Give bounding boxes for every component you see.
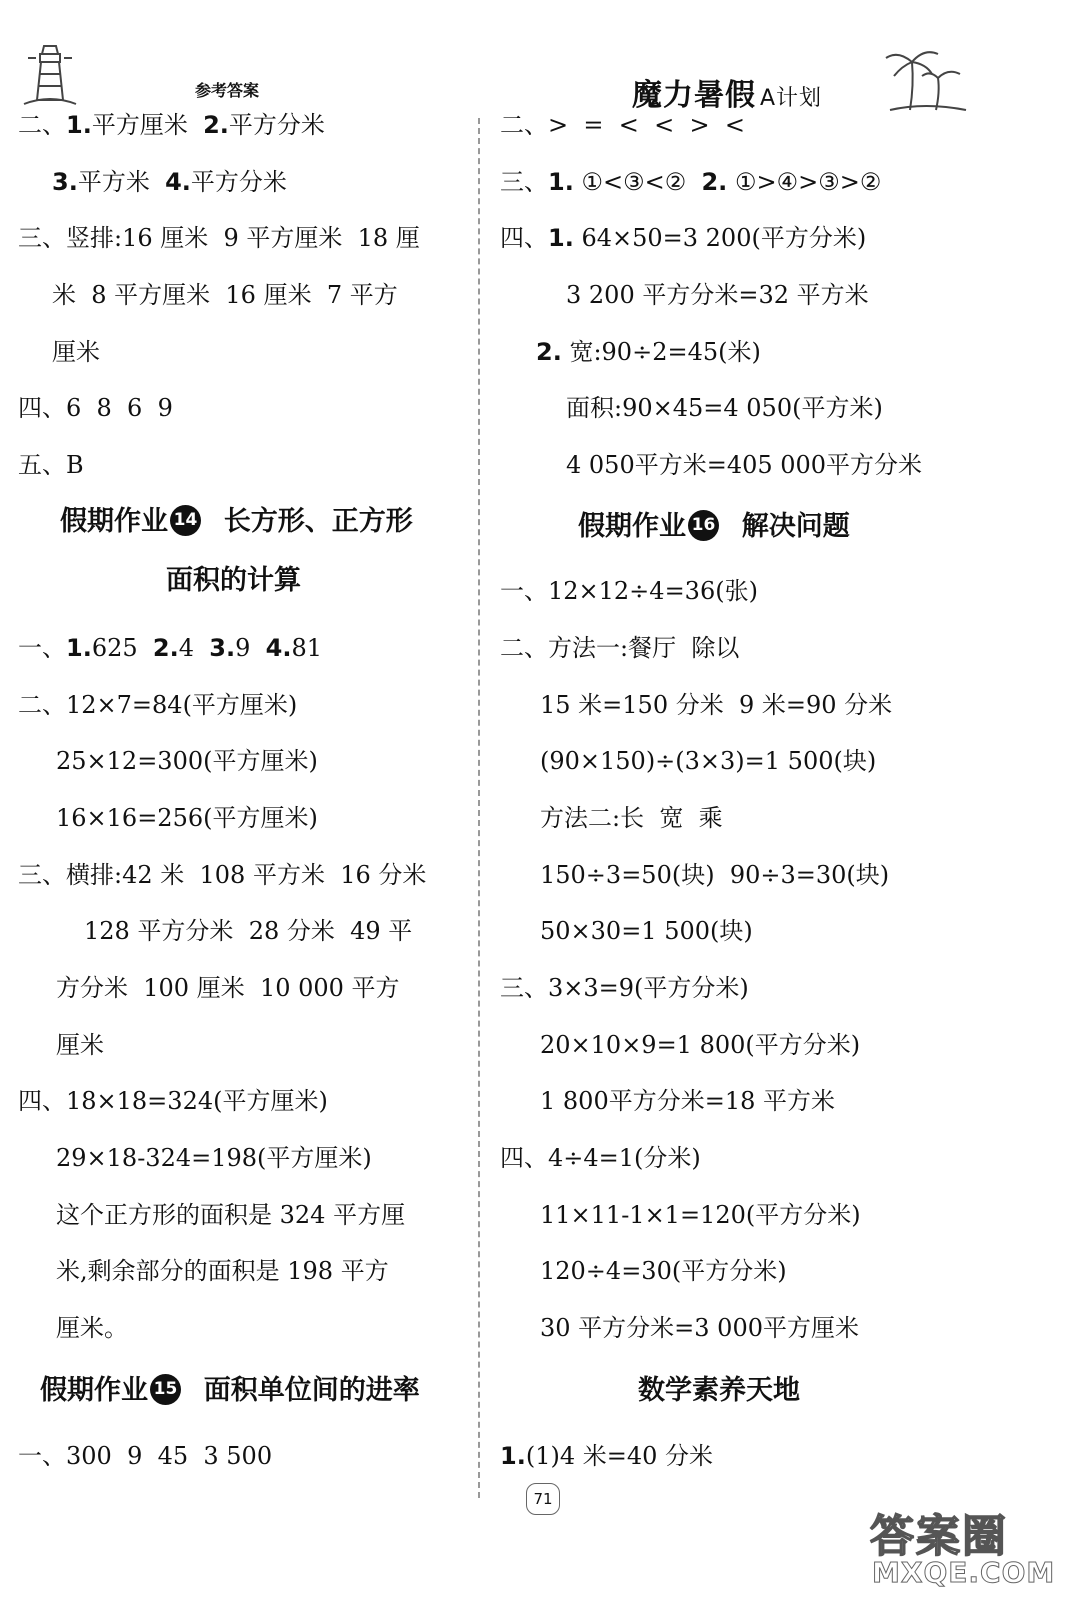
answer-line: 三、3×3=9(平方分米) bbox=[500, 974, 749, 1002]
answer-line: 4 050平方米=405 000平方分米 bbox=[566, 451, 923, 479]
answer-line: 面积:90×45=4 050(平方米) bbox=[566, 394, 883, 422]
answer-line: 30 平方分米=3 000平方厘米 bbox=[540, 1314, 859, 1342]
answer-line: 方分米 100 厘米 10 000 平方 bbox=[56, 974, 400, 1002]
number-badge: 14 bbox=[170, 505, 201, 536]
number-badge: 16 bbox=[688, 510, 719, 541]
answer-line: 四、4÷4=1(分米) bbox=[500, 1144, 701, 1172]
number-badge: 15 bbox=[150, 1374, 181, 1405]
answer-line: 29×18-324=198(平方厘米) bbox=[56, 1144, 372, 1172]
answer-line: 11×11-1×1=120(平方分米) bbox=[540, 1201, 861, 1229]
answer-line: 三、竖排:16 厘米 9 平方厘米 18 厘 bbox=[18, 224, 420, 252]
column-divider bbox=[478, 118, 480, 1498]
answer-line: 1.(1)4 米=40 分米 bbox=[500, 1442, 713, 1470]
answer-line: 二、方法一:餐厅 除以 bbox=[500, 634, 740, 662]
answer-line: 厘米 bbox=[52, 338, 100, 366]
answer-line: 四、1. 64×50=3 200(平方分米) bbox=[500, 224, 867, 252]
palm-tree-illustration bbox=[880, 40, 970, 115]
answer-line: 3 200 平方分米=32 平方米 bbox=[566, 281, 869, 309]
section-heading-14-line2: 面积的计算 bbox=[166, 565, 301, 596]
answer-line: 二、1.平方厘米 2.平方分米 bbox=[18, 111, 325, 139]
answer-line: 一、12×12÷4=36(张) bbox=[500, 577, 758, 605]
answer-line: 2. 宽:90÷2=45(米) bbox=[536, 338, 761, 366]
page-number: 71 bbox=[526, 1483, 560, 1515]
answer-line: 这个正方形的面积是 324 平方厘 bbox=[56, 1201, 406, 1229]
answer-line: 25×12=300(平方厘米) bbox=[56, 747, 318, 775]
brand-title bbox=[632, 70, 822, 114]
watermark bbox=[870, 1500, 1070, 1595]
answer-line: (90×150)÷(3×3)=1 500(块) bbox=[540, 747, 877, 775]
answer-line: 1 800平方分米=18 平方米 bbox=[540, 1087, 835, 1115]
answer-line: 一、300 9 45 3 500 bbox=[18, 1442, 273, 1470]
answer-line: 一、1.625 2.4 3.9 4.81 bbox=[18, 634, 322, 662]
lighthouse-illustration bbox=[20, 40, 80, 110]
answer-line: 150÷3=50(块) 90÷3=30(块) bbox=[540, 861, 890, 889]
answer-line: 三、1. ①<③<② 2. ①>④>③>② bbox=[500, 168, 882, 196]
answer-line: 米,剩余部分的面积是 198 平方 bbox=[56, 1257, 389, 1285]
answer-line: 米 8 平方厘米 16 厘米 7 平方 bbox=[52, 281, 398, 309]
answer-line: 128 平方分米 28 分米 49 平 bbox=[84, 917, 413, 945]
answer-line: 五、B bbox=[18, 451, 84, 479]
section-heading-math: 数学素养天地 bbox=[638, 1375, 800, 1406]
brand-name: 魔力暑假 bbox=[632, 78, 756, 113]
answer-line: 四、6 8 6 9 bbox=[18, 394, 173, 422]
answer-line: 方法二:长 宽 乘 bbox=[540, 804, 723, 832]
answer-line: 厘米 bbox=[56, 1031, 104, 1059]
answer-line: 二、12×7=84(平方厘米) bbox=[18, 691, 298, 719]
answer-line: 16×16=256(平方厘米) bbox=[56, 804, 318, 832]
answer-line: 厘米。 bbox=[56, 1314, 128, 1342]
watermark-logo: 答案圈 bbox=[870, 1511, 1008, 1562]
answer-line: 四、18×18=324(平方厘米) bbox=[18, 1087, 328, 1115]
section-heading-16: 假期作业 16 解决问题 bbox=[578, 511, 850, 542]
answer-line: 120÷4=30(平方分米) bbox=[540, 1257, 787, 1285]
answer-line: 3.平方米 4.平方分米 bbox=[52, 168, 287, 196]
watermark-site: MXQE.COM bbox=[872, 1556, 1056, 1589]
answer-line: 15 米=150 分米 9 米=90 分米 bbox=[540, 691, 893, 719]
answer-line: 三、横排:42 米 108 平方米 16 分米 bbox=[18, 861, 427, 889]
section-heading-15: 假期作业 15 面积单位间的进率 bbox=[40, 1375, 420, 1406]
page-header-title: 参考答案 bbox=[195, 81, 260, 100]
answer-line: 20×10×9=1 800(平方分米) bbox=[540, 1031, 861, 1059]
answer-line: 50×30=1 500(块) bbox=[540, 917, 753, 945]
answer-line: 二、> = < < > < bbox=[500, 111, 745, 139]
section-heading-14: 假期作业 14 长方形、正方形 bbox=[60, 506, 413, 537]
brand-subtitle: A计划 bbox=[760, 86, 823, 111]
